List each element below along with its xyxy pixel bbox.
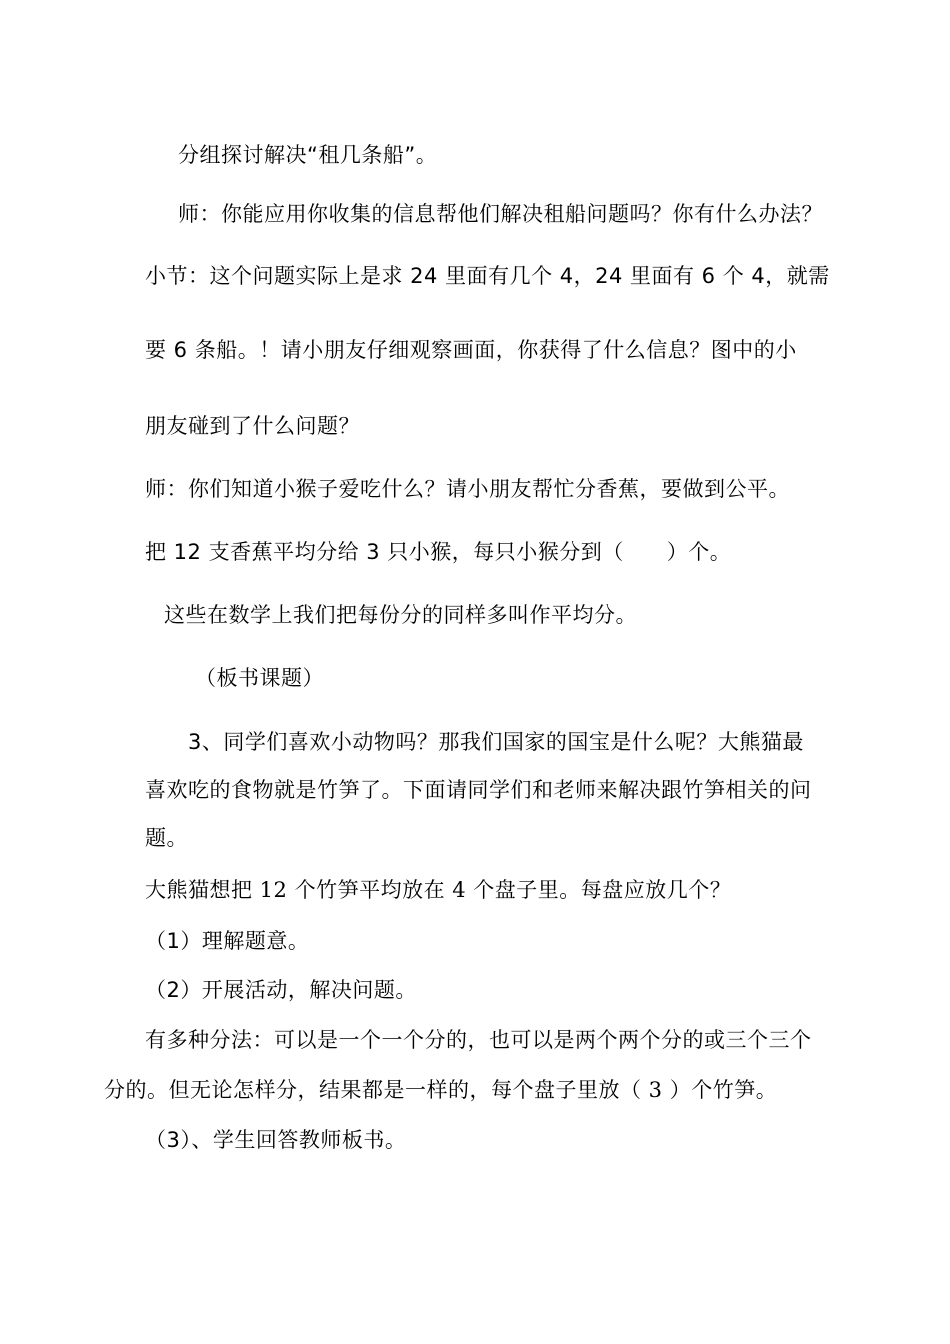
paragraph-17: 分的。但无论怎样分，结果都是一样的，每个盘子里放（ 3 ）个竹笋。: [104, 1078, 778, 1102]
paragraph-6: 师：你们知道小猴子爱吃什么？请小朋友帮忙分香蕉，要做到公平。: [145, 477, 790, 501]
paragraph-4: 要 6 条船。！请小朋友仔细观察画面，你获得了什么信息？图中的小: [145, 338, 797, 362]
paragraph-11: 喜欢吃的食物就是竹笋了。下面请同学们和老师来解决跟竹笋相关的问: [145, 778, 812, 802]
paragraph-8: 这些在数学上我们把每份分的同样多叫作平均分。: [164, 603, 637, 627]
paragraph-5: 朋友碰到了什么问题？: [145, 414, 360, 438]
paragraph-14: （1）理解题意。: [145, 929, 310, 953]
paragraph-18: （3）、学生回答教师板书。: [145, 1128, 407, 1152]
paragraph-9: （板书课题）: [195, 666, 324, 690]
paragraph-10: 3、同学们喜欢小动物吗？那我们国家的国宝是什么呢？大熊猫最: [188, 730, 804, 754]
paragraph-13: 大熊猫想把 12 个竹笋平均放在 4 个盘子里。每盘应放几个？: [145, 878, 732, 902]
paragraph-16: 有多种分法：可以是一个一个分的，也可以是两个两个分的或三个三个: [145, 1028, 812, 1052]
paragraph-15: （2）开展活动，解决问题。: [145, 978, 417, 1002]
paragraph-2: 师：你能应用你收集的信息帮他们解决租船问题吗？你有什么办法？: [178, 202, 823, 226]
paragraph-12: 题。: [145, 826, 188, 850]
paragraph-7: 把 12 支香蕉平均分给 3 只小猴，每只小猴分到（ ）个。: [145, 540, 732, 564]
paragraph-3: 小节：这个问题实际上是求 24 里面有几个 4，24 里面有 6 个 4，就需: [145, 264, 830, 288]
paragraph-1: 分组探讨解决“租几条船”。: [178, 143, 438, 167]
